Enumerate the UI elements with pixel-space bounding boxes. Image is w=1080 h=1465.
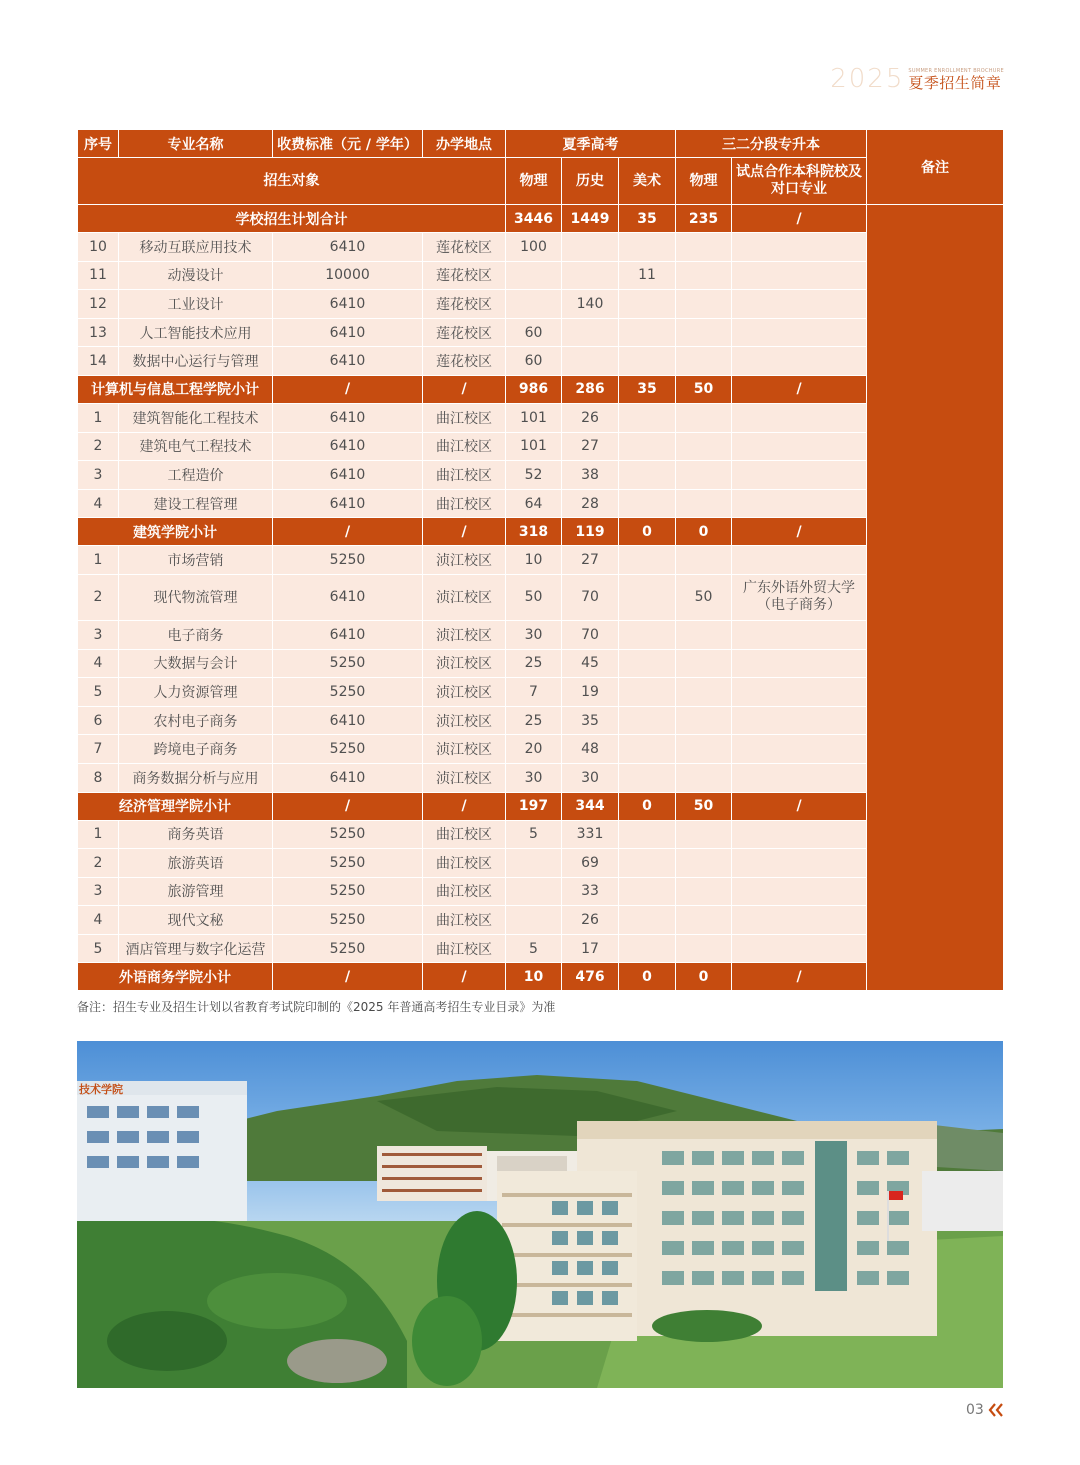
row-campus: 曲江校区 — [423, 403, 506, 432]
row-physics-2 — [676, 877, 732, 906]
row-partner — [732, 706, 867, 735]
table-row — [78, 546, 1004, 575]
row-fee: 6410 — [273, 233, 423, 262]
subtotal-history: 286 — [562, 375, 619, 403]
subtotal-physics-2: 0 — [676, 518, 732, 546]
campus-illustration — [77, 1041, 1003, 1388]
header-year: 2025 — [830, 64, 905, 94]
row-major-name: 跨境电子商务 — [119, 735, 273, 764]
table-row — [78, 403, 1004, 432]
row-art — [619, 820, 676, 849]
row-seq: 1 — [78, 820, 119, 849]
subtotal-campus: / — [423, 518, 506, 546]
row-physics: 64 — [506, 489, 562, 518]
row-campus: 浈江校区 — [423, 574, 506, 620]
row-partner — [732, 318, 867, 347]
table-row — [78, 906, 1004, 935]
subtotal-row — [78, 792, 1004, 820]
subtotal-art: 0 — [619, 792, 676, 820]
table-row — [78, 620, 1004, 649]
row-seq: 14 — [78, 347, 119, 376]
subtotal-fee: / — [273, 518, 423, 546]
row-history — [562, 233, 619, 262]
table-row — [78, 706, 1004, 735]
row-art — [619, 432, 676, 461]
table-row — [78, 347, 1004, 376]
header-partner: 试点合作本科院校及对口专业 — [732, 158, 867, 205]
row-major-name: 商务英语 — [119, 820, 273, 849]
row-history: 140 — [562, 290, 619, 319]
subtotal-history: 344 — [562, 792, 619, 820]
row-major-name: 建设工程管理 — [119, 489, 273, 518]
subtotal-campus: / — [423, 792, 506, 820]
subtotal-partner: / — [732, 375, 867, 403]
row-physics: 50 — [506, 574, 562, 620]
row-major-name: 建筑电气工程技术 — [119, 432, 273, 461]
row-fee: 6410 — [273, 318, 423, 347]
row-physics-2 — [676, 347, 732, 376]
row-partner — [732, 678, 867, 707]
page-header — [830, 62, 1004, 92]
header-history: 历史 — [562, 158, 619, 205]
page-number: 03 — [966, 1402, 984, 1418]
row-physics: 25 — [506, 706, 562, 735]
row-history — [562, 261, 619, 290]
row-physics: 5 — [506, 934, 562, 963]
row-partner — [732, 820, 867, 849]
row-history: 45 — [562, 649, 619, 678]
subtotal-art: 0 — [619, 963, 676, 991]
row-history: 48 — [562, 735, 619, 764]
row-campus: 曲江校区 — [423, 934, 506, 963]
row-seq: 4 — [78, 906, 119, 935]
subtotal-art: 35 — [619, 375, 676, 403]
subtotal-physics-2: 0 — [676, 963, 732, 991]
row-fee: 6410 — [273, 403, 423, 432]
row-fee: 5250 — [273, 649, 423, 678]
row-history: 28 — [562, 489, 619, 518]
footnote: 备注：招生专业及招生计划以省教育考试院印制的《2025 年普通高考招生专业目录》为准 — [77, 1000, 556, 1014]
row-art — [619, 233, 676, 262]
row-major-name: 旅游管理 — [119, 877, 273, 906]
row-art — [619, 906, 676, 935]
row-major-name: 市场营销 — [119, 546, 273, 575]
total-partner: / — [732, 205, 867, 233]
row-history: 331 — [562, 820, 619, 849]
row-art — [619, 620, 676, 649]
table-row — [78, 290, 1004, 319]
row-art: 11 — [619, 261, 676, 290]
row-physics — [506, 261, 562, 290]
row-seq: 8 — [78, 763, 119, 792]
row-history: 26 — [562, 403, 619, 432]
row-art — [619, 706, 676, 735]
table-header-row-2 — [78, 158, 1004, 205]
row-history: 19 — [562, 678, 619, 707]
row-physics-2 — [676, 649, 732, 678]
row-campus: 浈江校区 — [423, 546, 506, 575]
row-campus: 浈江校区 — [423, 678, 506, 707]
table-row — [78, 318, 1004, 347]
subtotal-campus: / — [423, 375, 506, 403]
table-row — [78, 461, 1004, 490]
header-target: 招生对象 — [78, 158, 506, 205]
row-physics-2 — [676, 261, 732, 290]
row-partner — [732, 432, 867, 461]
row-physics — [506, 906, 562, 935]
header-physics-2: 物理 — [676, 158, 732, 205]
row-fee: 6410 — [273, 706, 423, 735]
total-art: 35 — [619, 205, 676, 233]
row-major-name: 移动互联应用技术 — [119, 233, 273, 262]
row-major-name: 人工智能技术应用 — [119, 318, 273, 347]
row-seq: 3 — [78, 620, 119, 649]
table-row — [78, 233, 1004, 262]
total-label: 学校招生计划合计 — [78, 205, 506, 233]
subtotal-fee: / — [273, 963, 423, 991]
row-partner — [732, 906, 867, 935]
header-title: 夏季招生简章 — [908, 74, 1002, 92]
table-row — [78, 574, 1004, 620]
row-partner — [732, 489, 867, 518]
row-physics-2 — [676, 546, 732, 575]
row-history: 26 — [562, 906, 619, 935]
row-art — [619, 290, 676, 319]
row-campus: 曲江校区 — [423, 820, 506, 849]
row-physics-2 — [676, 620, 732, 649]
row-physics-2 — [676, 290, 732, 319]
row-physics: 101 — [506, 403, 562, 432]
row-history: 17 — [562, 934, 619, 963]
row-partner — [732, 620, 867, 649]
notes-cell — [867, 205, 1004, 991]
row-physics: 25 — [506, 649, 562, 678]
row-campus: 曲江校区 — [423, 877, 506, 906]
row-fee: 6410 — [273, 432, 423, 461]
row-major-name: 动漫设计 — [119, 261, 273, 290]
row-art — [619, 678, 676, 707]
row-fee: 5250 — [273, 906, 423, 935]
row-physics: 10 — [506, 546, 562, 575]
row-physics: 52 — [506, 461, 562, 490]
row-art — [619, 318, 676, 347]
subtotal-partner: / — [732, 518, 867, 546]
subtotal-history: 476 — [562, 963, 619, 991]
row-campus: 浈江校区 — [423, 763, 506, 792]
row-physics: 60 — [506, 347, 562, 376]
header-title-block — [908, 68, 1004, 92]
subtotal-label: 经济管理学院小计 — [78, 792, 273, 820]
row-partner — [732, 934, 867, 963]
row-physics-2 — [676, 432, 732, 461]
row-physics-2 — [676, 906, 732, 935]
row-seq: 10 — [78, 233, 119, 262]
table-row — [78, 489, 1004, 518]
subtotal-physics: 986 — [506, 375, 562, 403]
row-seq: 13 — [78, 318, 119, 347]
subtotal-campus: / — [423, 963, 506, 991]
row-physics-2 — [676, 735, 732, 764]
row-physics — [506, 877, 562, 906]
row-physics: 5 — [506, 820, 562, 849]
row-history: 33 — [562, 877, 619, 906]
row-seq: 4 — [78, 649, 119, 678]
row-campus: 莲花校区 — [423, 261, 506, 290]
row-physics-2 — [676, 763, 732, 792]
row-major-name: 数据中心运行与管理 — [119, 347, 273, 376]
row-seq: 3 — [78, 877, 119, 906]
subtotal-physics-2: 50 — [676, 375, 732, 403]
row-major-name: 商务数据分析与应用 — [119, 763, 273, 792]
table-row — [78, 432, 1004, 461]
row-art — [619, 735, 676, 764]
row-campus: 曲江校区 — [423, 461, 506, 490]
row-history: 38 — [562, 461, 619, 490]
row-history: 27 — [562, 546, 619, 575]
row-fee: 5250 — [273, 678, 423, 707]
row-fee: 5250 — [273, 820, 423, 849]
total-history: 1449 — [562, 205, 619, 233]
table-row — [78, 678, 1004, 707]
header-seq: 序号 — [78, 130, 119, 158]
row-fee: 6410 — [273, 290, 423, 319]
row-history: 69 — [562, 849, 619, 878]
table-row — [78, 735, 1004, 764]
row-art — [619, 934, 676, 963]
row-art — [619, 649, 676, 678]
table-header-row-1 — [78, 130, 1004, 158]
row-seq: 4 — [78, 489, 119, 518]
row-major-name: 工业设计 — [119, 290, 273, 319]
row-fee: 6410 — [273, 620, 423, 649]
table-row — [78, 763, 1004, 792]
row-history: 30 — [562, 763, 619, 792]
row-major-name: 农村电子商务 — [119, 706, 273, 735]
row-major-name: 人力资源管理 — [119, 678, 273, 707]
table-row — [78, 877, 1004, 906]
row-art — [619, 546, 676, 575]
header-summer-exam: 夏季高考 — [506, 130, 676, 158]
row-physics-2 — [676, 489, 732, 518]
row-history: 35 — [562, 706, 619, 735]
subtotal-partner: / — [732, 792, 867, 820]
row-campus: 浈江校区 — [423, 620, 506, 649]
row-campus: 曲江校区 — [423, 906, 506, 935]
subtotal-physics: 197 — [506, 792, 562, 820]
subtotal-physics: 318 — [506, 518, 562, 546]
row-history — [562, 318, 619, 347]
row-seq: 2 — [78, 849, 119, 878]
row-campus: 曲江校区 — [423, 432, 506, 461]
row-seq: 2 — [78, 432, 119, 461]
row-partner — [732, 290, 867, 319]
row-art — [619, 403, 676, 432]
row-art — [619, 489, 676, 518]
row-physics: 20 — [506, 735, 562, 764]
row-physics: 30 — [506, 763, 562, 792]
row-fee: 5250 — [273, 546, 423, 575]
table-row — [78, 820, 1004, 849]
subtotal-row — [78, 375, 1004, 403]
row-physics-2 — [676, 318, 732, 347]
row-physics — [506, 849, 562, 878]
subtotal-art: 0 — [619, 518, 676, 546]
total-physics-2: 235 — [676, 205, 732, 233]
row-physics-2 — [676, 820, 732, 849]
row-campus: 莲花校区 — [423, 347, 506, 376]
row-campus: 曲江校区 — [423, 489, 506, 518]
row-physics-2 — [676, 849, 732, 878]
row-physics-2: 50 — [676, 574, 732, 620]
row-seq: 1 — [78, 546, 119, 575]
subtotal-fee: / — [273, 792, 423, 820]
row-fee: 5250 — [273, 877, 423, 906]
row-campus: 莲花校区 — [423, 290, 506, 319]
row-fee: 5250 — [273, 934, 423, 963]
table-row — [78, 849, 1004, 878]
subtotal-physics: 10 — [506, 963, 562, 991]
row-physics: 30 — [506, 620, 562, 649]
table-row — [78, 649, 1004, 678]
row-fee: 5250 — [273, 735, 423, 764]
campus-sign-text: 技术学院 — [79, 1083, 123, 1096]
row-seq: 6 — [78, 706, 119, 735]
header-campus: 办学地点 — [423, 130, 506, 158]
row-partner — [732, 233, 867, 262]
row-major-name: 大数据与会计 — [119, 649, 273, 678]
row-seq: 11 — [78, 261, 119, 290]
subtotal-partner: / — [732, 963, 867, 991]
row-history: 70 — [562, 574, 619, 620]
row-history: 27 — [562, 432, 619, 461]
row-physics — [506, 290, 562, 319]
row-major-name: 电子商务 — [119, 620, 273, 649]
row-fee: 6410 — [273, 763, 423, 792]
row-art — [619, 461, 676, 490]
row-major-name: 建筑智能化工程技术 — [119, 403, 273, 432]
row-partner — [732, 849, 867, 878]
row-art — [619, 347, 676, 376]
row-physics: 100 — [506, 233, 562, 262]
row-art — [619, 849, 676, 878]
row-art — [619, 877, 676, 906]
subtotal-fee: / — [273, 375, 423, 403]
row-fee: 6410 — [273, 347, 423, 376]
header-subtitle-en: SUMMER ENROLLMENT BROCHURE — [908, 68, 1004, 74]
row-campus: 莲花校区 — [423, 318, 506, 347]
row-partner — [732, 403, 867, 432]
header-fee: 收费标准（元 / 学年） — [273, 130, 423, 158]
row-campus: 浈江校区 — [423, 706, 506, 735]
subtotal-row — [78, 963, 1004, 991]
campus-photo — [77, 1041, 1003, 1388]
row-major-name: 旅游英语 — [119, 849, 273, 878]
row-major-name: 酒店管理与数字化运营 — [119, 934, 273, 963]
row-seq: 12 — [78, 290, 119, 319]
total-physics: 3446 — [506, 205, 562, 233]
row-physics-2 — [676, 461, 732, 490]
row-physics-2 — [676, 706, 732, 735]
row-partner — [732, 261, 867, 290]
subtotal-label: 外语商务学院小计 — [78, 963, 273, 991]
row-physics-2 — [676, 403, 732, 432]
row-campus: 浈江校区 — [423, 649, 506, 678]
row-partner — [732, 735, 867, 764]
row-campus: 浈江校区 — [423, 735, 506, 764]
table-row — [78, 261, 1004, 290]
subtotal-physics-2: 50 — [676, 792, 732, 820]
header-major: 专业名称 — [119, 130, 273, 158]
row-physics-2 — [676, 934, 732, 963]
row-fee: 5250 — [273, 849, 423, 878]
row-physics-2 — [676, 678, 732, 707]
row-seq: 3 — [78, 461, 119, 490]
row-major-name: 现代物流管理 — [119, 574, 273, 620]
row-physics: 101 — [506, 432, 562, 461]
row-art — [619, 574, 676, 620]
subtotal-label: 建筑学院小计 — [78, 518, 273, 546]
table-row — [78, 934, 1004, 963]
header-art: 美术 — [619, 158, 676, 205]
row-fee: 10000 — [273, 261, 423, 290]
row-major-name: 工程造价 — [119, 461, 273, 490]
header-three-two: 三二分段专升本 — [676, 130, 867, 158]
row-history: 70 — [562, 620, 619, 649]
table-body — [78, 205, 1004, 991]
double-chevron-left-icon[interactable] — [987, 1401, 1005, 1419]
subtotal-row — [78, 518, 1004, 546]
subtotal-label: 计算机与信息工程学院小计 — [78, 375, 273, 403]
header-physics: 物理 — [506, 158, 562, 205]
header-notes: 备注 — [867, 130, 1004, 205]
row-fee: 6410 — [273, 489, 423, 518]
row-seq: 7 — [78, 735, 119, 764]
row-seq: 5 — [78, 678, 119, 707]
row-partner — [732, 877, 867, 906]
row-major-name: 现代文秘 — [119, 906, 273, 935]
row-seq: 2 — [78, 574, 119, 620]
row-history — [562, 347, 619, 376]
row-partner — [732, 461, 867, 490]
row-partner — [732, 546, 867, 575]
row-physics: 7 — [506, 678, 562, 707]
total-row — [78, 205, 1004, 233]
row-seq: 1 — [78, 403, 119, 432]
row-campus: 莲花校区 — [423, 233, 506, 262]
row-partner — [732, 347, 867, 376]
row-fee: 6410 — [273, 574, 423, 620]
row-partner — [732, 763, 867, 792]
row-campus: 曲江校区 — [423, 849, 506, 878]
row-partner: 广东外语外贸大学（电子商务） — [732, 574, 867, 620]
row-fee: 6410 — [273, 461, 423, 490]
subtotal-history: 119 — [562, 518, 619, 546]
enrollment-plan-table — [77, 129, 1004, 991]
row-partner — [732, 649, 867, 678]
row-seq: 5 — [78, 934, 119, 963]
row-art — [619, 763, 676, 792]
row-physics: 60 — [506, 318, 562, 347]
row-physics-2 — [676, 233, 732, 262]
